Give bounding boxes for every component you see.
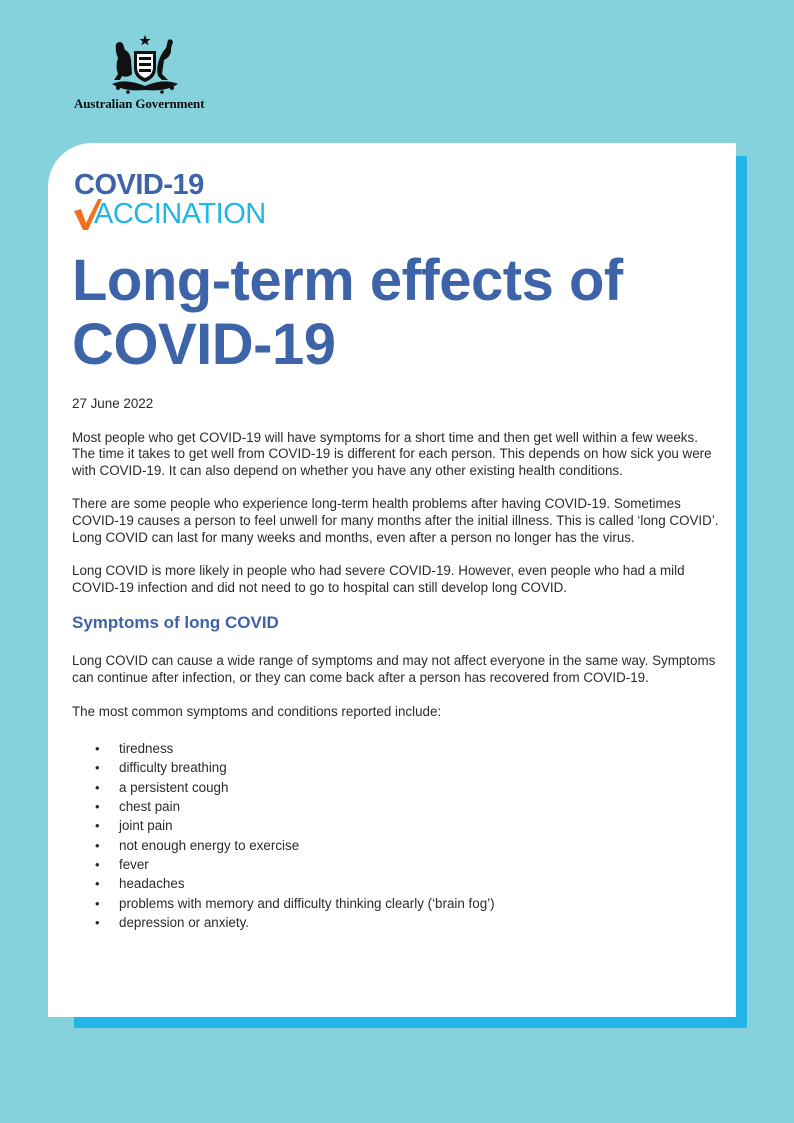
- intro-paragraph-2: There are some people who experience long-term health problems after having COVID-19. Sometimes COVID-19 causes a person to feel unwell for many months after the initial illness. This is called ‘long COVID’. Long COVID can last for many weeks and months, even after a person no longer has the virus.: [72, 496, 719, 545]
- bullet-icon: •: [95, 914, 100, 930]
- list-item-text: tiredness: [119, 741, 174, 757]
- bullet-icon: •: [95, 799, 100, 815]
- bullet-icon: •: [95, 818, 100, 834]
- list-item-text: chest pain: [119, 799, 181, 815]
- brand-word-accination: ACCINATION: [94, 198, 266, 230]
- bullet-icon: •: [95, 876, 100, 892]
- list-item-text: fever: [119, 856, 149, 872]
- bullet-icon: •: [95, 779, 100, 795]
- list-item: [72, 739, 720, 758]
- list-item-text: a persistent cough: [119, 779, 229, 795]
- list-item: [72, 855, 720, 874]
- list-item: [72, 894, 720, 913]
- bullet-icon: •: [95, 760, 100, 776]
- list-item-text: headaches: [119, 876, 185, 892]
- symptoms-heading: Symptoms of long COVID: [72, 613, 279, 633]
- covid-vaccination-logo: [72, 169, 312, 231]
- list-item-text: difficulty breathing: [119, 760, 227, 776]
- list-item-text: depression or anxiety.: [119, 914, 250, 930]
- government-name: Australian Government: [74, 96, 205, 111]
- brand-line-covid19: COVID-19: [74, 169, 204, 201]
- list-item: [72, 913, 720, 932]
- list-item-text: problems with memory and difficulty thinking clearly (‘brain fog’): [119, 895, 495, 911]
- list-item: [72, 797, 720, 816]
- list-item: [72, 778, 720, 797]
- bullet-icon: •: [95, 856, 100, 872]
- content-card: [48, 143, 736, 1017]
- list-item: [72, 758, 720, 777]
- bullet-icon: •: [95, 837, 100, 853]
- symptoms-paragraph-2: The most common symptoms and conditions reported include:: [72, 703, 442, 719]
- symptoms-list: [72, 739, 720, 932]
- australian-government-logo: [70, 34, 222, 114]
- intro-paragraph-3: Long COVID is more likely in people who had severe COVID-19. However, even people who had a mild COVID-19 infection and did not need to go to hospital can still develop long COVID.: [72, 563, 685, 595]
- document-body: [72, 396, 720, 932]
- brand-line-vaccination: [72, 194, 312, 230]
- bullet-icon: •: [95, 741, 100, 757]
- list-item: [72, 836, 720, 855]
- publication-date: 27 June 2022: [72, 396, 154, 411]
- coat-of-arms-icon: [106, 34, 184, 96]
- list-item: [72, 874, 720, 893]
- list-item: [72, 816, 720, 835]
- intro-paragraph-1: Most people who get COVID-19 will have symptoms for a short time and then get well within a few weeks. The time it takes to get well from COVID-19 is different for each person. This depends on how sick you were with COVID-19. It can also depend on whether you have any other existing health conditions.: [72, 429, 712, 478]
- list-item-text: joint pain: [119, 818, 173, 834]
- list-item-text: not enough energy to exercise: [119, 837, 300, 853]
- symptoms-paragraph-1: Long COVID can cause a wide range of symptoms and may not affect everyone in the same way. Symptoms can continue after infection, or they can come back after a person has recovered from COVID-19.: [72, 653, 716, 685]
- page-title: Long-term effects of COVID-19: [72, 248, 623, 377]
- bullet-icon: •: [95, 895, 100, 911]
